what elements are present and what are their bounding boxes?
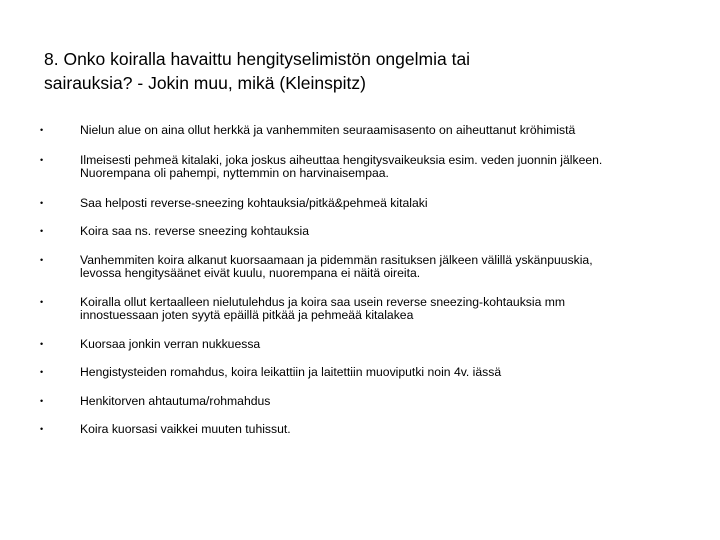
list-item-text — [80, 254, 690, 280]
list-item-text — [80, 124, 690, 137]
list-item-line: Ilmeisesti pehmeä kitalaki, joka joskus aiheuttaa hengitysvaikeuksia esim. veden juonnin jälkeen. — [80, 153, 603, 167]
list-item-text — [80, 225, 690, 238]
bullet-marker: • — [40, 339, 44, 349]
list-item-text — [80, 395, 690, 408]
bullet-marker: • — [40, 396, 44, 406]
list-item-line: Koira kuorsasi vaikkei muuten tuhissut. — [80, 422, 291, 436]
list-item-line: Koira saa ns. reverse sneezing kohtauksia — [80, 224, 309, 238]
list-item-line: Saa helposti reverse-sneezing kohtauksia/pitkä&pehmeä kitalaki — [80, 196, 428, 210]
bullet-marker: • — [40, 155, 44, 165]
slide-title-line: sairauksia? - Jokin muu, mikä (Kleinspitz) — [44, 73, 366, 93]
bullet-marker: • — [40, 125, 44, 135]
list-item-text — [80, 366, 690, 379]
list-item-text — [80, 423, 690, 436]
list-item-text — [80, 338, 690, 351]
slide-title-line: 8. Onko koiralla havaittu hengityselimistön ongelmia tai — [44, 49, 471, 69]
list-item-text — [80, 197, 690, 210]
bullet-marker: • — [40, 255, 44, 265]
bullet-marker: • — [40, 424, 44, 434]
list-item-line: levossa hengitysäänet eivät kuulu, nuorempana ei näitä oireita. — [80, 266, 421, 280]
list-item-line: Nielun alue on aina ollut herkkä ja vanhemmiten seuraamisasento on aiheuttanut kröhimistä — [80, 123, 576, 137]
list-item-text — [80, 154, 690, 180]
bullet-marker: • — [40, 198, 44, 208]
bullet-marker: • — [40, 226, 44, 236]
bullet-marker: • — [40, 367, 44, 377]
list-item-line: Hengistysteiden romahdus, koira leikattiin ja laitettiin muoviputki noin 4v. iässä — [80, 365, 502, 379]
list-item-text — [80, 296, 690, 322]
list-item-line: innostuessaan joten syytä epäillä pitkää ja pehmeää kitalakea — [80, 308, 414, 322]
list-item-line: Vanhemmiten koira alkanut kuorsaamaan ja pidemmän rasituksen jälkeen välillä yskänpuuskia, — [80, 253, 593, 267]
list-item-line: Koiralla ollut kertaalleen nielutulehdus ja koira saa usein reverse sneezing-kohtauksia mm — [80, 295, 566, 309]
list-item-line: Nuorempana oli pahempi, nyttemmin on harvinaisempaa. — [80, 166, 389, 180]
bullet-marker: • — [40, 297, 44, 307]
list-item-line: Henkitorven ahtautuma/rohmahdus — [80, 394, 271, 408]
list-item-line: Kuorsaa jonkin verran nukkuessa — [80, 337, 261, 351]
